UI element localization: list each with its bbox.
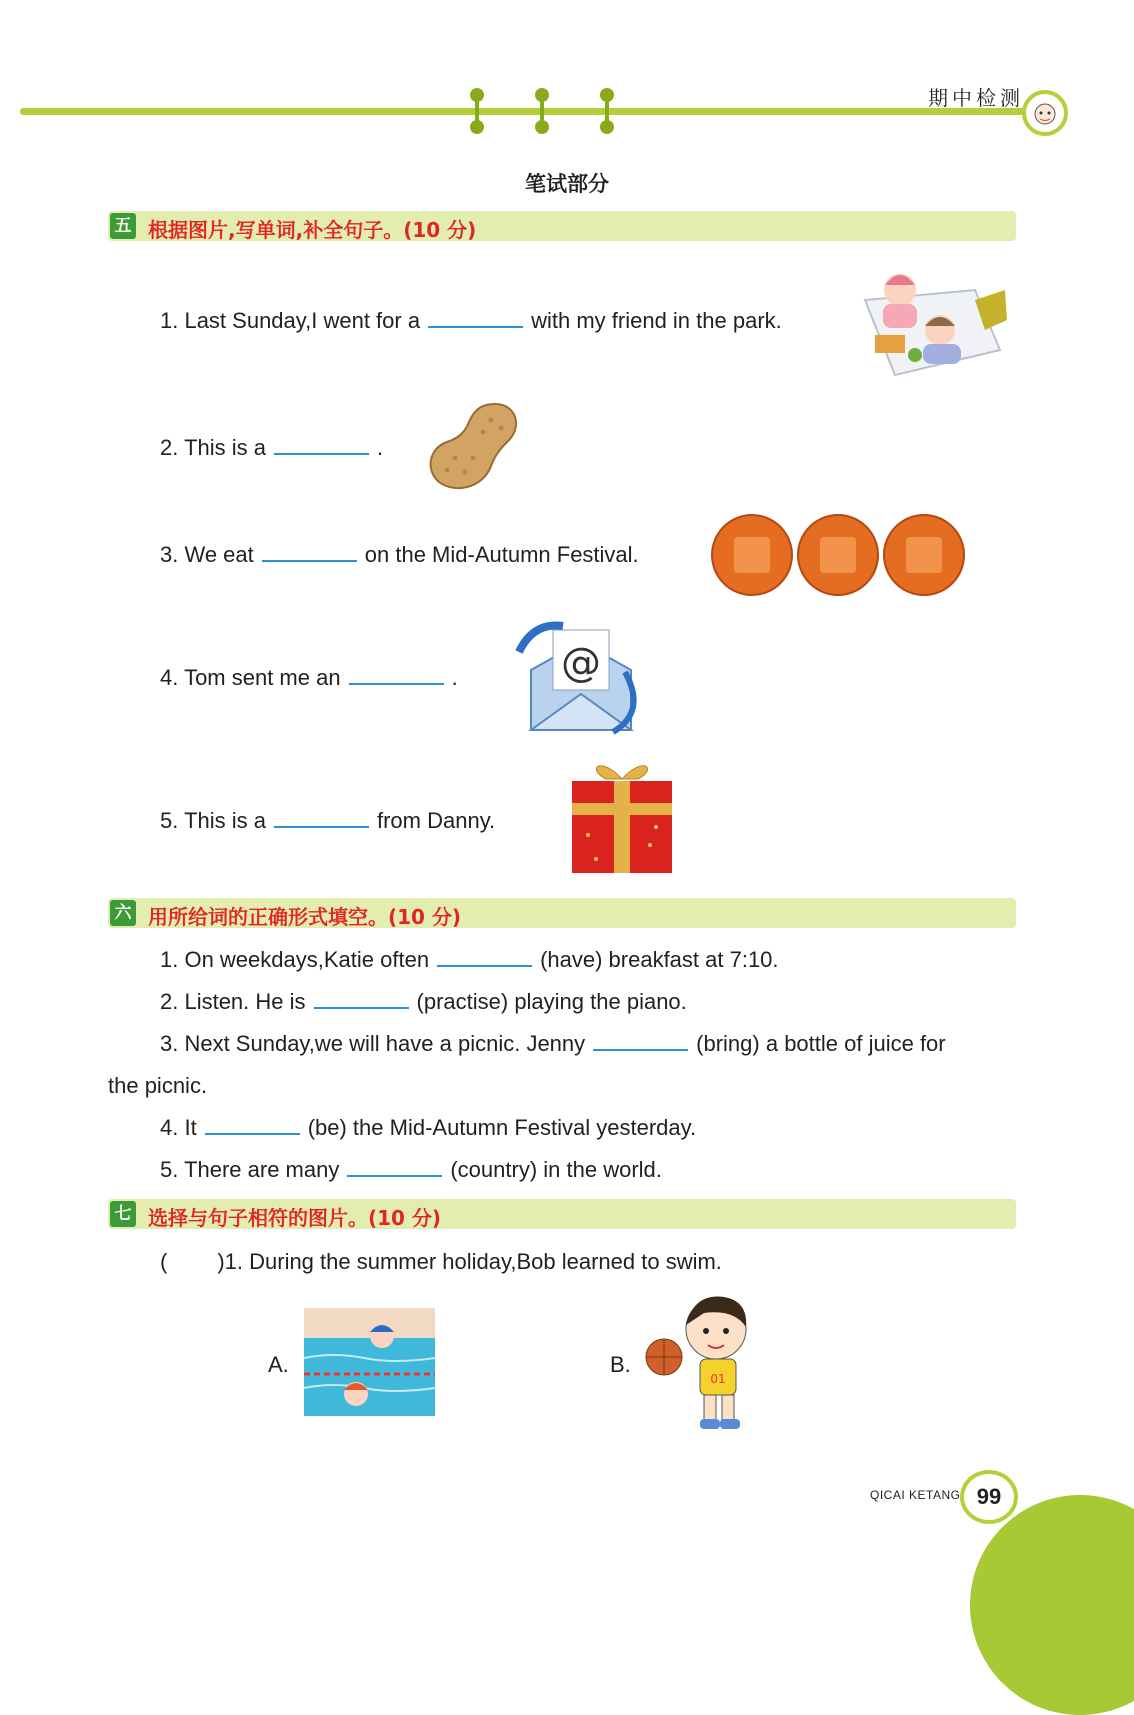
section-number: 七 [110,1201,136,1227]
svg-text:01: 01 [710,1372,726,1386]
answer-blank[interactable] [274,435,369,455]
question-row [160,947,779,973]
mooncakes-picture [708,512,970,598]
mascot-badge-icon [1022,90,1068,136]
question-row [160,1031,946,1057]
question-text: 4. It [160,1115,197,1140]
binder-ring-icon [535,88,549,132]
question-text-continued: the picnic. [108,1073,208,1098]
section-title: 根据图片,写单词,补全句子。(10 分) [148,218,477,242]
question-row [160,808,495,834]
question-row [160,989,687,1015]
question-text: 5. There are many [160,1157,340,1182]
question-text: on the Mid-Autumn Festival. [364,542,639,567]
unit-title: 期中检测 [928,86,1024,110]
question-text: (bring) a bottle of juice for [696,1031,946,1056]
question-text: 5. This is a [160,808,266,833]
question-text: (country) in the world. [450,1157,662,1182]
question-text: . [376,435,384,460]
section-number: 五 [110,213,136,239]
answer-blank[interactable] [347,1157,442,1177]
binder-ring-icon [470,88,484,132]
page-number: 99 [960,1470,1018,1524]
question-text: (practise) playing the piano. [416,989,687,1014]
question-row [160,308,782,334]
footer-brand: QICAI KETANG [870,1488,961,1502]
section-bar-5 [108,211,1016,241]
answer-bracket-open[interactable]: ( [160,1249,168,1274]
section-title: 用所给词的正确形式填空。(10 分) [148,905,462,929]
svg-text:@: @ [561,640,601,686]
section-bar-6 [108,898,1016,928]
question-text: 1. On weekdays,Katie often [160,947,430,972]
question-text: with my friend in the park. [531,308,782,333]
section-bar-7 [108,1199,1016,1229]
question-text: from Danny. [376,808,496,833]
header-rule [20,108,1040,115]
option-label-b: B. [610,1352,631,1377]
question-text: . [451,665,458,690]
answer-blank[interactable] [428,308,523,328]
question-row [160,1157,662,1183]
gift-picture [560,755,684,879]
question-row [160,542,639,568]
answer-blank[interactable] [274,808,369,828]
answer-blank[interactable] [205,1115,300,1135]
section-title: 选择与句子相符的图片。(10 分) [148,1206,442,1230]
question-text: 3. Next Sunday,we will have a picnic. Jenny [160,1031,586,1056]
section-heading: 笔试部分 [525,172,609,196]
picnic-picture [855,260,1007,380]
swimming-picture[interactable] [304,1308,435,1416]
question-row [160,1115,696,1141]
question-text: )1. During the summer holiday,Bob learned to swim. [217,1249,722,1274]
question-text: 1. Last Sunday,I went for a [160,308,421,333]
answer-blank[interactable] [593,1031,688,1051]
question-text: 3. We eat [160,542,254,567]
question-text: (have) breakfast at 7:10. [540,947,779,972]
question-text: (be) the Mid-Autumn Festival yesterday. [307,1115,697,1140]
choice-question-row [160,1249,722,1275]
basketball-picture[interactable] [644,1287,778,1437]
corner-decoration [970,1495,1134,1715]
peanut-picture [425,398,525,495]
section-number: 六 [110,900,136,926]
question-row [160,435,383,461]
question-text: 2. Listen. He is [160,989,306,1014]
answer-blank[interactable] [437,947,532,967]
email-picture [513,612,649,740]
question-text: 4. Tom sent me an [160,665,341,690]
question-row [160,665,458,691]
binder-ring-icon [600,88,614,132]
answer-blank[interactable] [314,989,409,1009]
option-label-a: A. [268,1352,289,1377]
question-text: 2. This is a [160,435,266,460]
answer-blank[interactable] [262,542,357,562]
answer-blank[interactable] [349,665,444,685]
